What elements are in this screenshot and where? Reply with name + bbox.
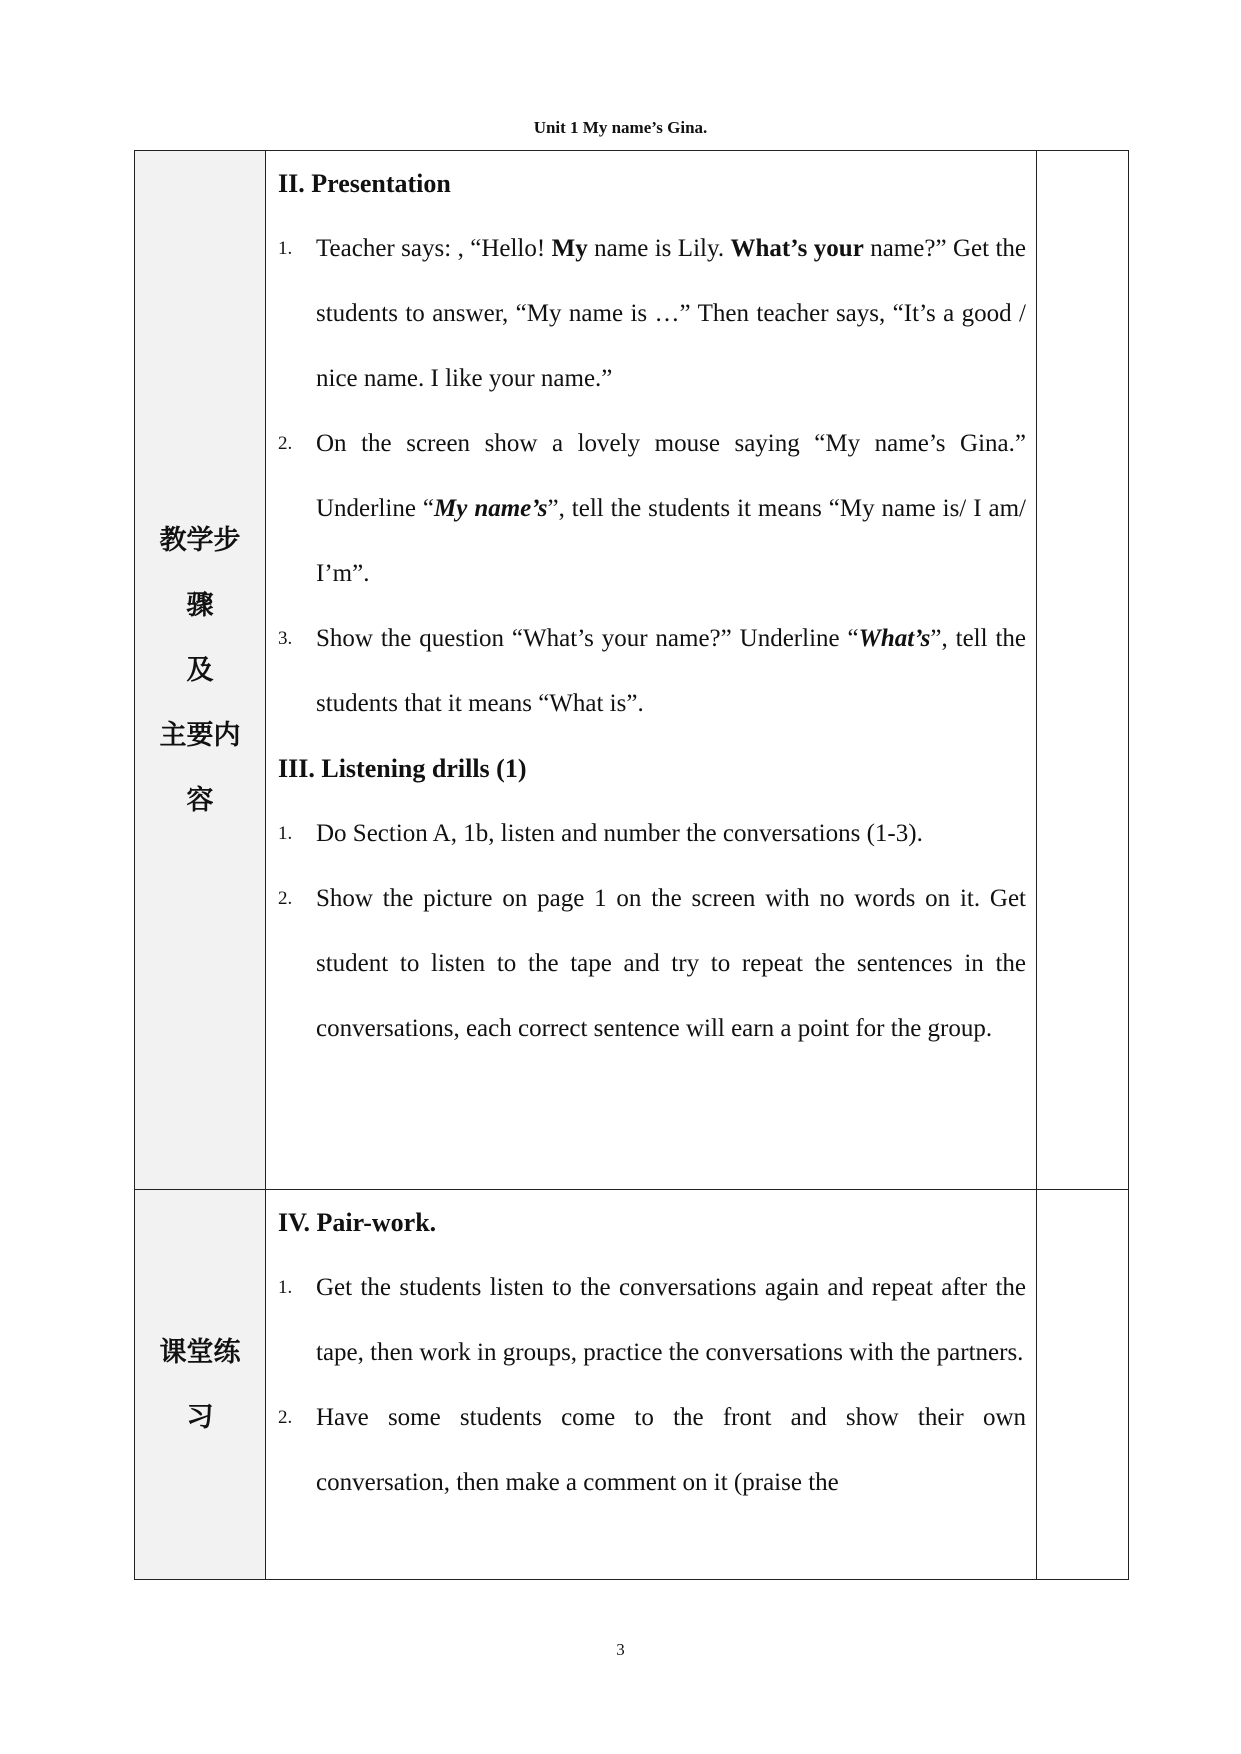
text-run: Have some students come to the front and show their own conversation, then make a comment on it (praise the xyxy=(316,1404,1026,1496)
list-item-text xyxy=(316,216,1026,411)
list-item-text xyxy=(316,801,1026,866)
text-run: What’s your xyxy=(730,235,864,262)
list-item xyxy=(278,1385,1026,1515)
list-item-number: 1. xyxy=(278,238,293,259)
row-label-line: 教学步 xyxy=(159,524,241,556)
text-run: name is Lily. xyxy=(587,235,731,262)
list-item xyxy=(278,866,1026,1061)
list-item-text xyxy=(316,1385,1026,1515)
row-label-line: 骤 xyxy=(186,589,214,621)
row-label-steps xyxy=(135,151,266,1190)
row-notes-steps xyxy=(1037,151,1129,1190)
row-label-line: 容 xyxy=(186,784,214,816)
list-item xyxy=(278,801,1026,866)
text-run: Do Section A, 1b, listen and number the conversations (1-3). xyxy=(316,820,923,847)
section-title: IV. Pair-work. xyxy=(278,1208,437,1237)
row-content-steps xyxy=(266,151,1037,1190)
text-run: My name’s xyxy=(434,495,548,522)
list-item-number: 2. xyxy=(278,1407,293,1428)
table-row-practice xyxy=(135,1190,1129,1580)
section-title: III. Listening drills (1) xyxy=(278,754,527,783)
row-notes-practice xyxy=(1037,1190,1129,1580)
text-run: Get the students listen to the conversations again and repeat after the tape, then work in groups, practice the conversations with the partners. xyxy=(316,1274,1026,1366)
row-label-line: 主要内 xyxy=(159,719,241,751)
list-item xyxy=(278,411,1026,606)
text-run: ”, tell the students that it means “What is”. xyxy=(316,625,1027,717)
text-run: ”, tell the students it means “My name is/ I am/ I’m”. xyxy=(316,495,1026,587)
text-run: name?” Get the students to answer, “My name is …” Then teacher says, “It’s a good / nice name. I like your name.” xyxy=(316,235,1027,392)
list-item xyxy=(278,1255,1026,1385)
list-item-number: 1. xyxy=(278,823,293,844)
lesson-plan-table xyxy=(134,150,1129,1580)
list-item-text xyxy=(316,606,1026,736)
list-item-number: 2. xyxy=(278,433,293,454)
text-run: On the screen show a lovely mouse saying “My name’s Gina.” Underline “ xyxy=(316,430,1026,522)
row-label-line: 及 xyxy=(186,654,214,686)
text-run: Show the question “What’s your name?” Underline “ xyxy=(316,625,859,652)
text-run: Teacher says: , “Hello! xyxy=(316,235,552,262)
list-item-number: 2. xyxy=(278,888,293,909)
list-item-number: 1. xyxy=(278,1277,293,1298)
page-header: Unit 1 My name’s Gina. xyxy=(533,118,708,137)
section-title: II. Presentation xyxy=(278,169,451,198)
list-item xyxy=(278,606,1026,736)
table-row-steps xyxy=(135,151,1129,1190)
list-item-number: 3. xyxy=(278,628,293,649)
text-run: My xyxy=(551,235,588,262)
list-item-text xyxy=(316,866,1026,1061)
page-number: 3 xyxy=(616,1640,625,1659)
list-item-text xyxy=(316,411,1026,606)
row-label-line: 习 xyxy=(186,1401,214,1433)
row-label-line: 课堂练 xyxy=(159,1336,241,1368)
list-item xyxy=(278,216,1026,411)
row-label-practice xyxy=(135,1190,266,1580)
list-item-text xyxy=(316,1255,1026,1385)
text-run: What’s xyxy=(858,625,931,652)
row-content-practice xyxy=(266,1190,1037,1580)
text-run: Show the picture on page 1 on the screen with no words on it. Get student to listen to the tape and try to repeat the sentences in the conversations, each correct sentence will earn a point for the group. xyxy=(316,885,1026,1042)
